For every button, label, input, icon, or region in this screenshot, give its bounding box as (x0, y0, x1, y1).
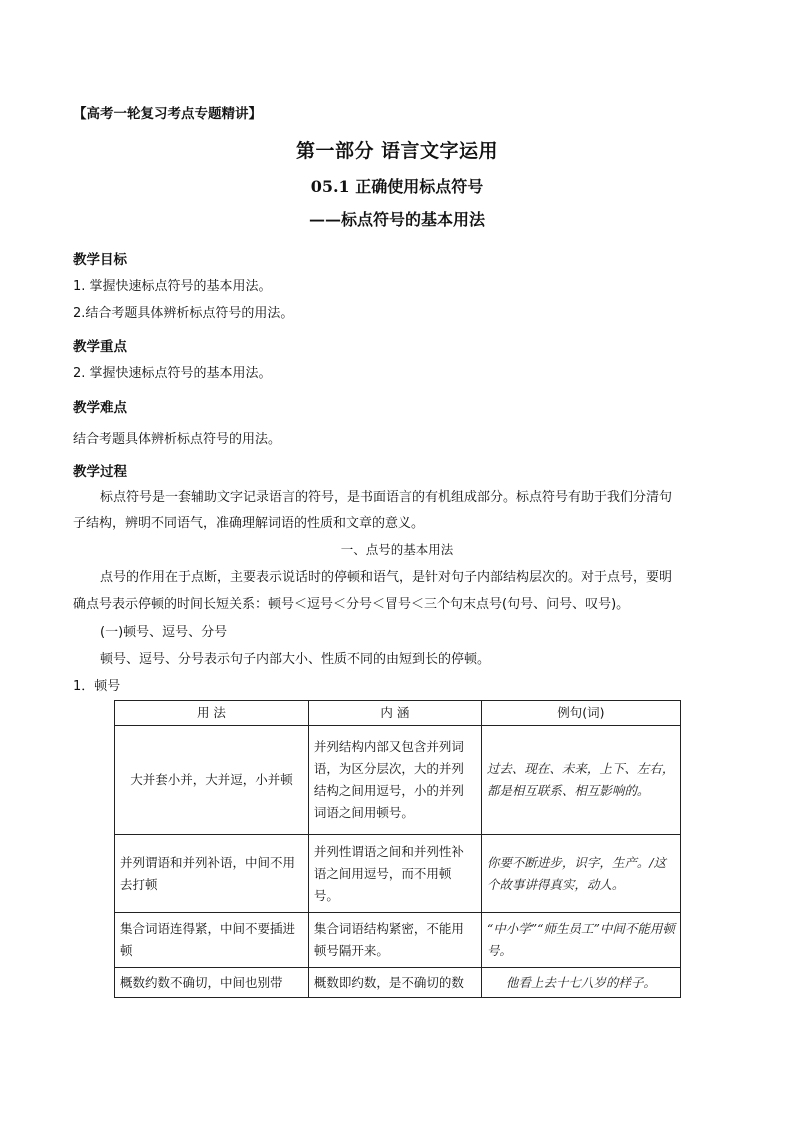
key-points-heading: 教学重点 (73, 339, 127, 355)
example-cell: 你要不断进步，识字，生产。/这个故事讲得真实，动人。 (481, 835, 680, 913)
section-title: 05.1 正确使用标点符号 (310, 177, 484, 196)
table-row (115, 726, 681, 835)
column-header: 内 涵 (308, 701, 481, 726)
header-tag: 【高考一轮复习考点专题精讲】 (73, 106, 262, 122)
usage-cell: 概数约数不确切，中间也别带 (115, 968, 309, 998)
difficulties-text: 结合考题具体辨析标点符号的用法。 (73, 432, 282, 447)
process-heading: 教学过程 (73, 464, 127, 480)
usage-cell: 并列谓语和并列补语，中间不用去打顿 (115, 835, 309, 913)
goal-item-1: 1. 掌握快速标点符号的基本用法。 (73, 279, 272, 294)
example-cell: 他看上去十七八岁的样子。 (481, 968, 680, 998)
key-point-item-1: 2. 掌握快速标点符号的基本用法。 (73, 366, 272, 381)
process-para2-line2: 确点号表示停顿的时间长短关系：顿号＜逗号＜分号＜冒号＜三个句末点号(句号、问号、叹号)。 (73, 597, 630, 612)
goals-heading: 教学目标 (73, 252, 127, 268)
table-row (115, 913, 681, 968)
difficulties-heading: 教学难点 (73, 400, 127, 416)
part-title: 第一部分 语言文字运用 (295, 140, 499, 162)
meaning-cell: 概数即约数，是不确切的数 (308, 968, 481, 998)
subtitle: ——标点符号的基本用法 (308, 210, 485, 229)
process-para3: 顿号、逗号、分号表示句子内部大小、性质不同的由短到长的停顿。 (100, 652, 491, 667)
process-para1-line1: 标点符号是一套辅助文字记录语言的符号，是书面语言的有机组成部分。标点符号有助于我们分清句 (100, 490, 673, 505)
process-para1-line2: 子结构，辨明不同语气，准确理解词语的性质和文章的意义。 (73, 516, 425, 531)
meaning-cell: 并列性谓语之间和并列性补语之间用逗号，而不用顿号。 (308, 835, 481, 913)
item-heading: 1．顿号 (73, 679, 121, 694)
column-header: 用 法 (115, 701, 309, 726)
example-cell: “中小学”“师生员工”中间不能用顿号。 (481, 913, 680, 968)
meaning-cell: 并列结构内部又包含并列词语，为区分层次，大的并列结构之间用逗号，小的并列词语之间用顿号。 (308, 726, 481, 835)
usage-cell: 集合词语连得紧，中间不要插进顿 (115, 913, 309, 968)
section-heading-punctuation: 一、点号的基本用法 (340, 542, 454, 557)
usage-cell: 大并套小并，大并逗，小并顿 (115, 726, 309, 835)
table-header-row (115, 701, 681, 726)
meaning-cell: 集合词语结构紧密，不能用顿号隔开来。 (308, 913, 481, 968)
example-cell: 过去、现在、未来，上下、左右，都是相互联系、相互影响的。 (481, 726, 680, 835)
column-header: 例句(词) (481, 701, 680, 726)
goal-item-2: 2.结合考题具体辨析标点符号的用法。 (73, 306, 294, 321)
table-row (115, 968, 681, 998)
table-row (115, 835, 681, 913)
usage-table (114, 700, 681, 998)
process-para2-line1: 点号的作用在于点断，主要表示说话时的停顿和语气，是针对句子内部结构层次的。对于点号，要明 (100, 570, 673, 585)
sub-heading: (一)顿号、逗号、分号 (100, 625, 228, 640)
